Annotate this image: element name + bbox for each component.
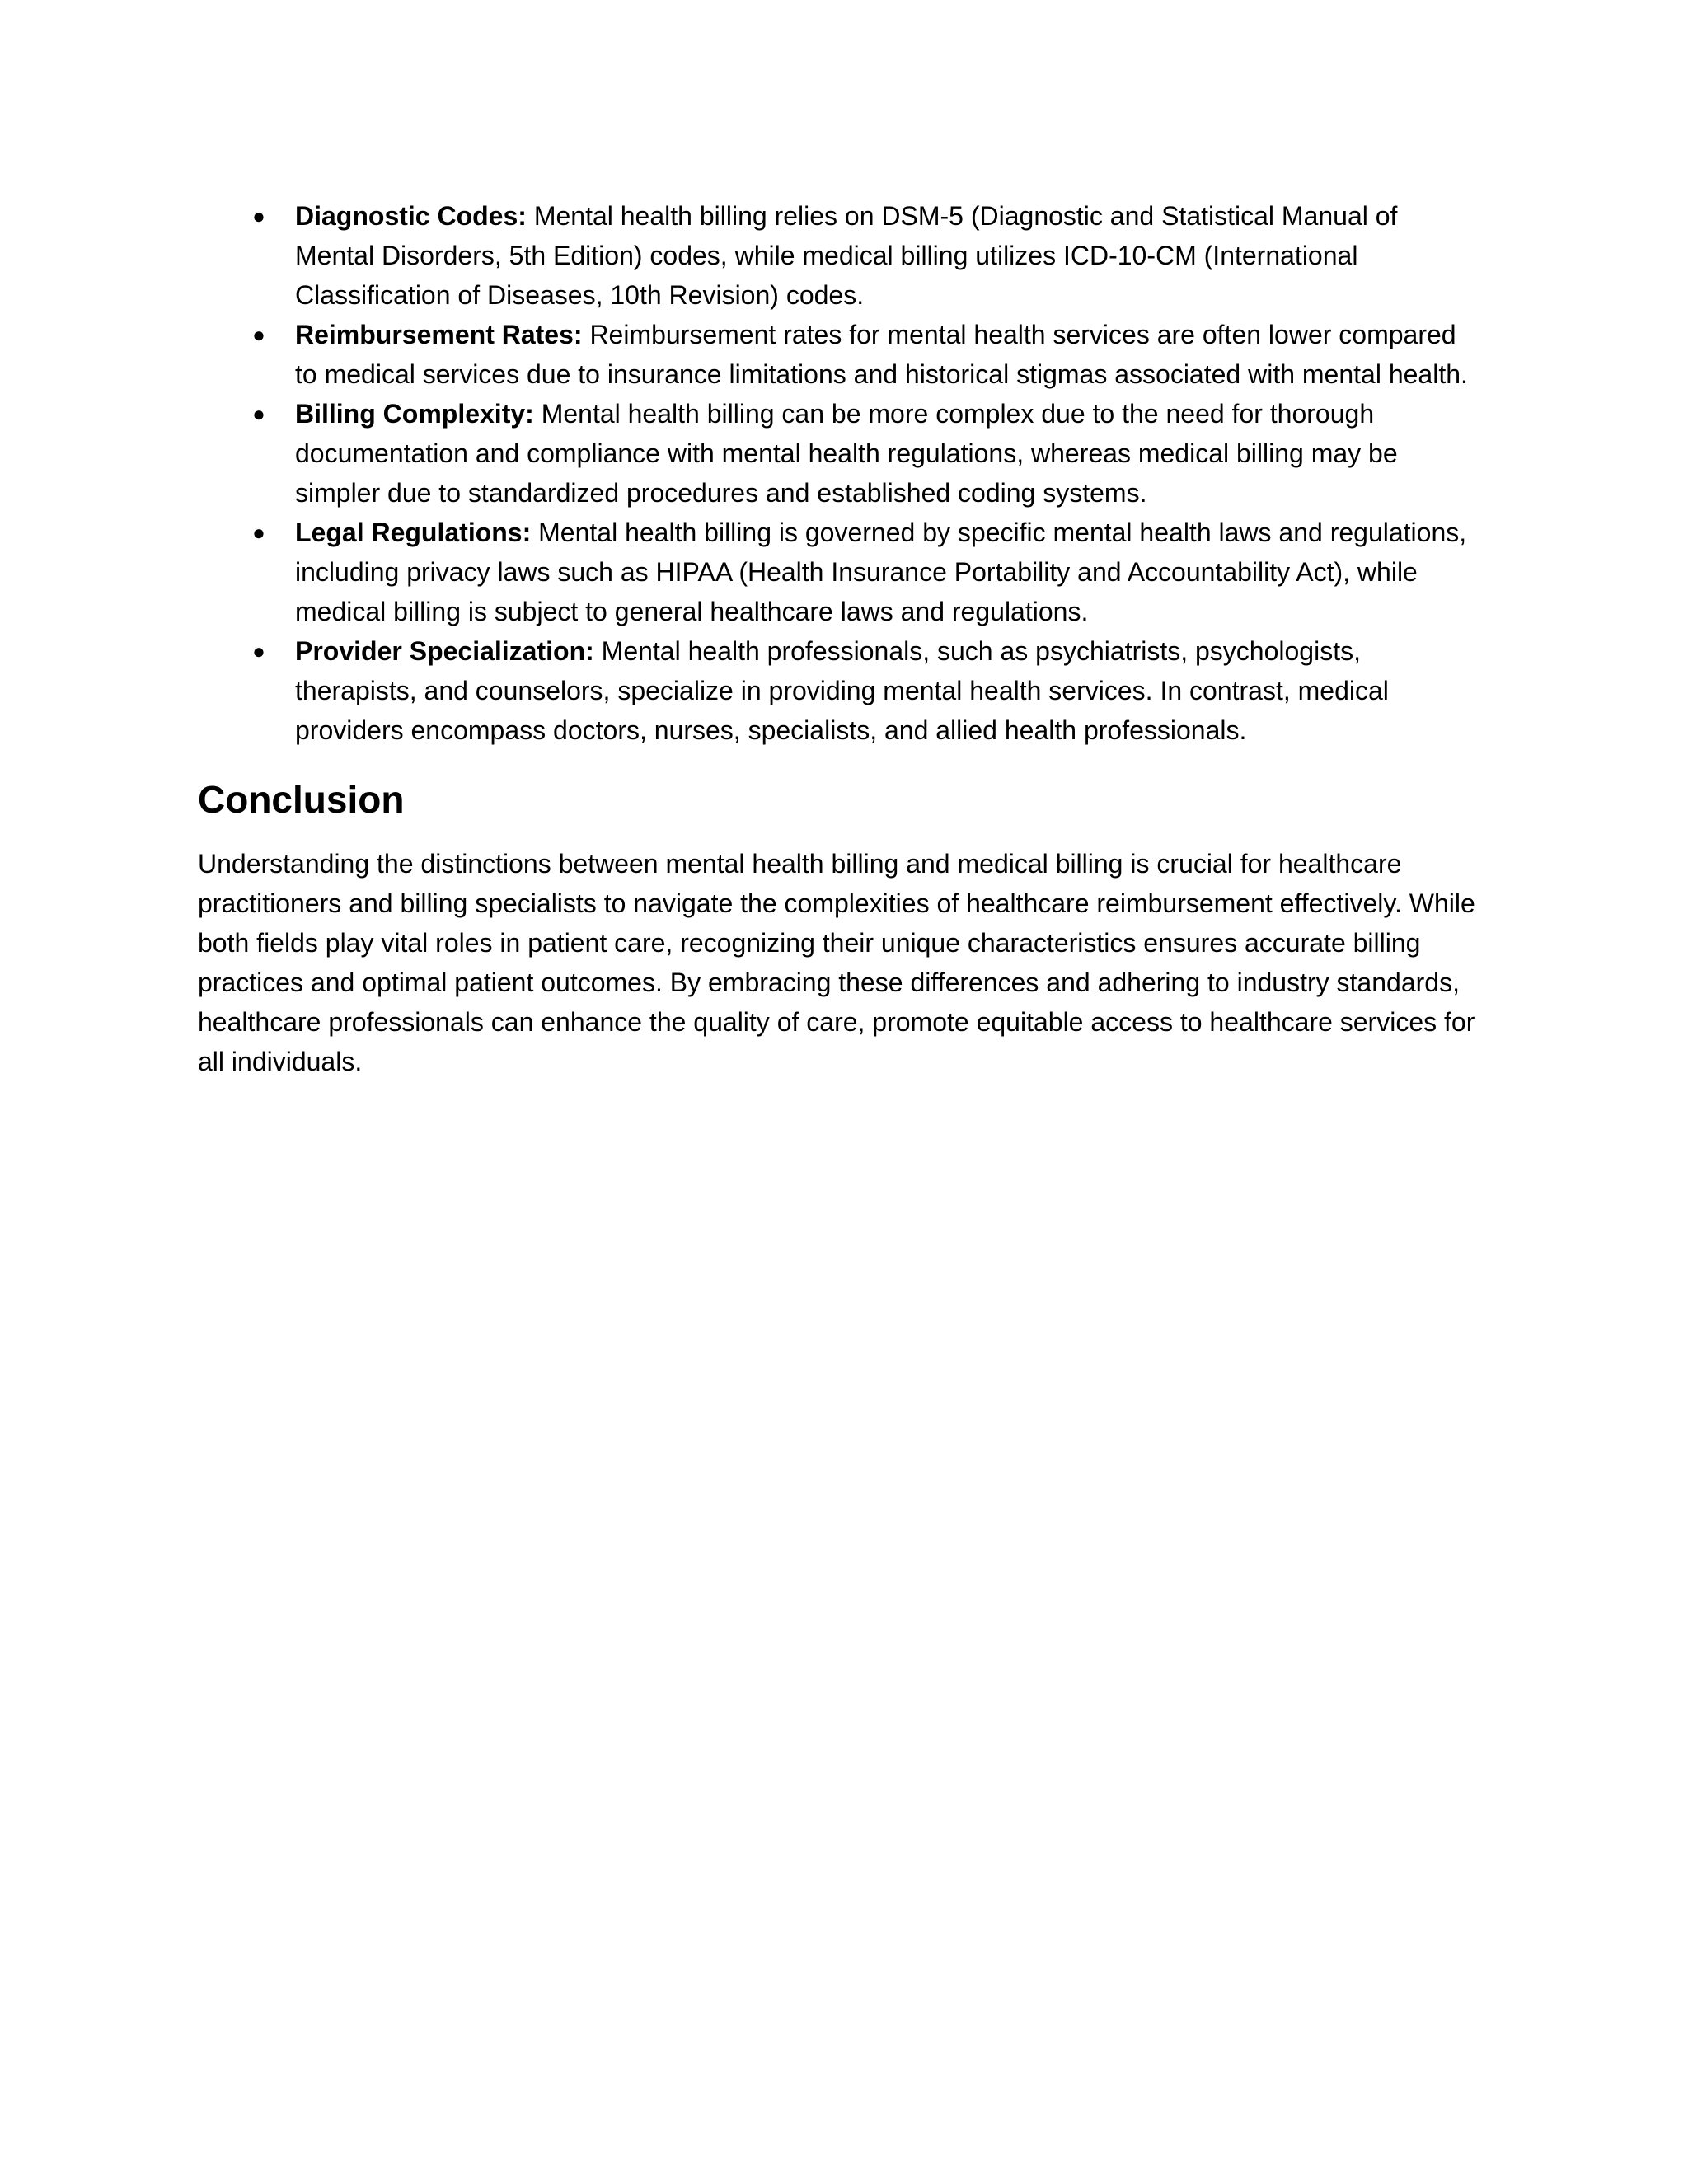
list-item-text: Reimbursement rates for mental health services are often lower compared to medical services due to insurance limitations and historical stigmas associated with mental health.: [295, 320, 1468, 389]
list-item-term: Legal Regulations:: [295, 518, 532, 547]
list-item-text: Mental health billing can be more complex due to the need for thorough documentation and compliance with mental health regulations, whereas medical billing may be simpler due to standardized procedures and established coding systems.: [295, 399, 1398, 508]
page-content: [198, 196, 1484, 1081]
list-item-term: Provider Specialization:: [295, 636, 594, 666]
list-item-legal-regulations: [198, 513, 1484, 631]
list-item-reimbursement-rates: [198, 315, 1484, 394]
list-item-provider-specialization: [198, 631, 1484, 750]
list-item-text: Mental health billing is governed by specific mental health laws and regulations, including privacy laws such as HIPAA (Health Insurance Portability and Accountability Act), while medical billing is subject to general healthcare laws and regulations.: [295, 518, 1467, 626]
list-item-term: Billing Complexity:: [295, 399, 534, 429]
list-item-term: Reimbursement Rates:: [295, 320, 583, 349]
list-item-term: Diagnostic Codes:: [295, 201, 527, 231]
bullet-icon: ●: [252, 401, 265, 426]
list-item-text: Mental health billing relies on DSM-5 (Diagnostic and Statistical Manual of Mental Disorders, 5th Edition) codes, while medical billing utilizes ICD-10-CM (International Classification of Diseases, 10th Revision) codes.: [295, 201, 1398, 310]
bullet-icon: ●: [252, 639, 265, 663]
list-item-billing-complexity: [198, 394, 1484, 513]
differences-list: [198, 196, 1484, 750]
list-item-text: Mental health professionals, such as psychiatrists, psychologists, therapists, and counselors, specialize in providing mental health services. In contrast, medical providers encompass doctors, nurses, specialists, and allied health professionals.: [295, 636, 1389, 745]
bullet-icon: ●: [252, 322, 265, 347]
bullet-icon: ●: [252, 204, 265, 228]
conclusion-paragraph: Understanding the distinctions between mental health billing and medical billing is crucial for healthcare practitioners and billing specialists to navigate the complexities of healthcare reimbursement effectively. While both fields play vital roles in patient care, recognizing their unique characteristics ensures accurate billing practices and optimal patient outcomes. By embracing these differences and adhering to industry standards, healthcare professionals can enhance the quality of care, promote equitable access to healthcare services for all individuals.: [198, 849, 1475, 1076]
conclusion-heading: Conclusion: [198, 778, 405, 821]
bullet-icon: ●: [252, 520, 265, 545]
list-item-diagnostic-codes: [198, 196, 1484, 315]
